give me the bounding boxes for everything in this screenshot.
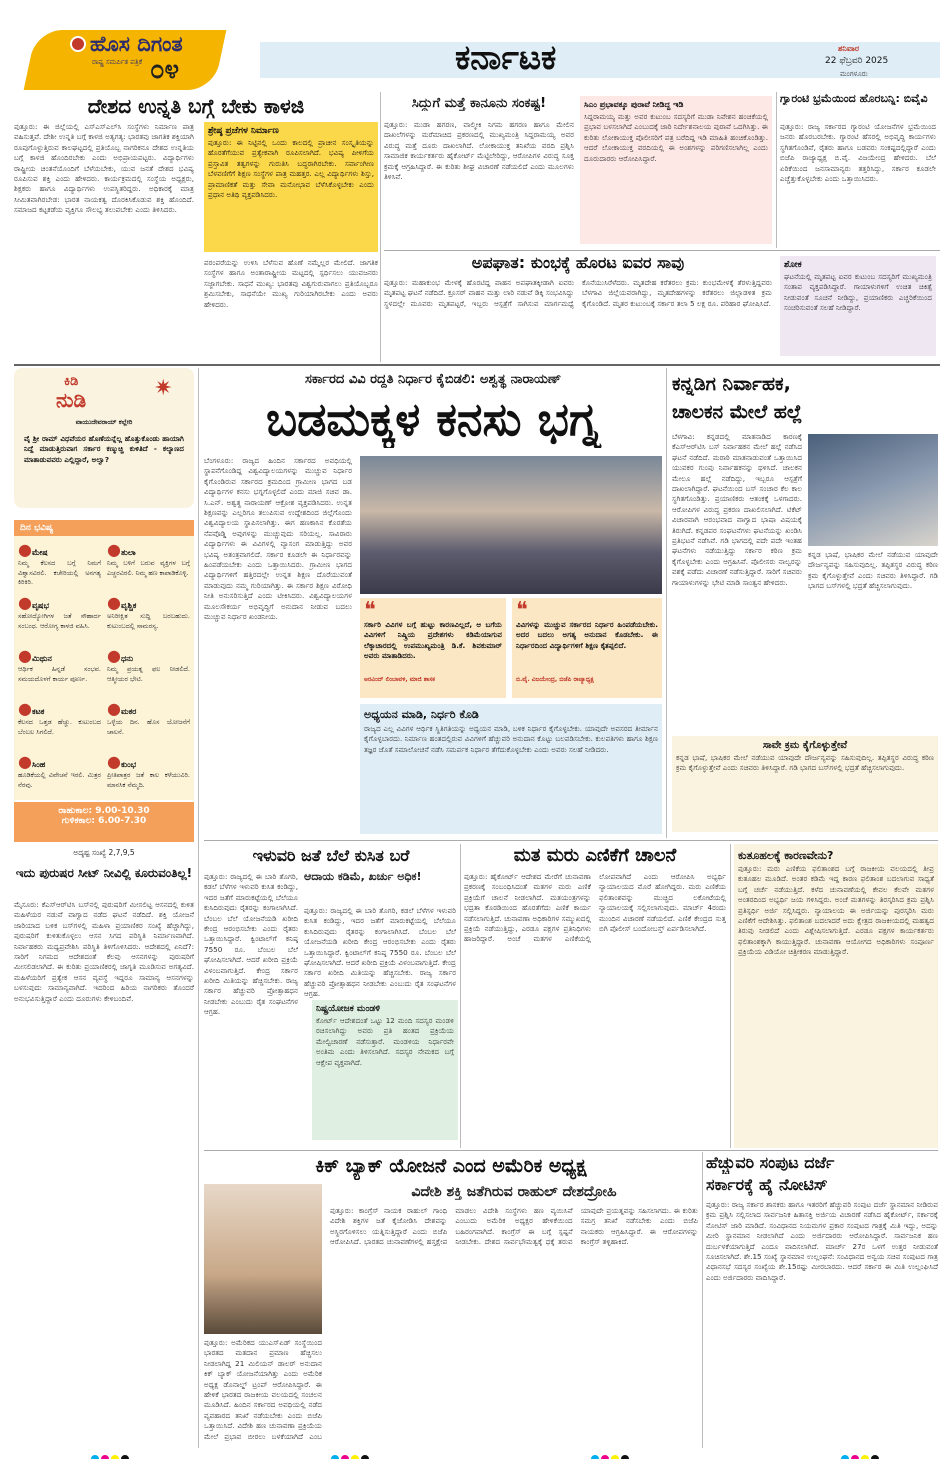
article-body: ಪುತ್ತೂರು: ಹೈಕೋರ್ಟ್ ಆದೇಶದ ಮೇರೆಗೆ ಚುನಾವಣಾ ಪ್ರಕರಣಕ್ಕೆ ಸಂಬಂಧಿಸಿದಂತೆ ಮತಗಳ ಮರು ಎಣಿಕೆ ಪ್ರಕ್ರಿಯೆಗೆ ಚಾಲನೆ ನೀಡಲಾಗಿದೆ. ಮತಯಂತ್ರಗಳನ್ನು ಭದ್ರತಾ ಕೊಠಡಿಯಿಂದ ಹೊರತೆಗೆದು ಎಣಿಕೆ ಕಾರ್ಯ ನಡೆಸಲಾಗುತ್ತಿದೆ. ಚುನಾವಣಾ ಅಧಿಕಾರಿಗಳ ಸಮ್ಮುಖದಲ್ಲಿ ಪ್ರಕ್ರಿಯೆ ನಡೆಯುತ್ತಿದ್ದು, ಎರಡೂ ಪಕ್ಷಗಳ ಪ್ರತಿನಿಧಿಗಳು ಹಾಜರಿದ್ದಾರೆ. ಅಂಚೆ ಮತಗಳ ಎಣಿಕೆಯಲ್ಲಿ ಲೋಪವಾಗಿದೆ ಎಂದು ಆರೋಪಿಸಿ ಅಭ್ಯರ್ಥಿ ನ್ಯಾಯಾಲಯದ ಮೊರೆ ಹೋಗಿದ್ದರು. ಮರು ಎಣಿಕೆಯ ಫಲಿತಾಂಶವನ್ನು ಮುಚ್ಚಿದ ಲಕೋಟೆಯಲ್ಲಿ ನ್ಯಾಯಾಲಯಕ್ಕೆ ಸಲ್ಲಿಸಲಾಗುವುದು. ಮಾರ್ಚ್ 4ರಂದು ಮುಂದಿನ ವಿಚಾರಣೆ ನಡೆಯಲಿದೆ. ಎಣಿಕೆ ಕೇಂದ್ರದ ಸುತ್ತ ಬಿಗಿ ಪೊಲೀಸ್ ಬಂದೋಬಸ್ತ್ ಏರ್ಪಡಿಸಲಾಗಿದೆ. — [464, 872, 726, 944]
article-body: ಪುತ್ತೂರು: ಮುಡಾ ಹಗರಣ, ವಾಲ್ಮೀಕಿ ನಿಗಮ ಹಗರಣ ಹಾಗೂ ಮೇಲಿನ ದಾಖಲೆಗಳನ್ನು ಮರೆಮಾಚಿದ ಪ್ರಕರಣದಲ್ಲಿ ಮುಖ್ಯಮಂತ್ರಿ ಸಿದ್ದರಾಮಯ್ಯ ಅವರ ವಿರುದ್ಧ ಮತ್ತೆ ದೂರು ದಾಖಲಾಗಿದೆ. ಲೋಕಾಯುಕ್ತ ತನಿಖೆಯ ವರದಿ ಪ್ರಶ್ನಿಸಿ ಸಾಮಾಜಿಕ ಕಾರ್ಯಕರ್ತರು ಹೈಕೋರ್ಟ್ ಮೆಟ್ಟಿಲೇರಿದ್ದು, ಆರೋಪಿಗಳ ವಿರುದ್ಧ ಸೂಕ್ತ ಕ್ರಮಕ್ಕೆ ಆಗ್ರಹಿಸಿದ್ದಾರೆ. ಈ ಕುರಿತು ಶೀಘ್ರ ವಿಚಾರಣೆ ನಡೆಯಲಿದೆ ಎಂದು ಮೂಲಗಳು ತಿಳಿಸಿವೆ. — [384, 120, 574, 182]
rashi-simha — [18, 752, 101, 800]
box-body: ಪುತ್ತೂರು: ಈ ನಿಟ್ಟಿನಲ್ಲಿ ಒಂದು ಕಾಲದಲ್ಲಿ ಪ್ರಾಚೀನ ಸಂಸ್ಕೃತಿಯನ್ನು ಹೊರತೆಗೆಯುವ ಪ್ರತ್ಯೇಕವಾಗಿ ರೂಪಿಸಲಾಗಿದೆ. ಭವಿಷ್ಯ ಪೀಳಿಗೆಯ ಪ್ರಸ್ತಾವಿತ ತತ್ವಗಳನ್ನು ಗುರುತಿಸಿ ಬದ್ಧರಾಗಿರಬೇಕು. ಸರ್ವಾಂಗೀಣ ಬೆಳವಣಿಗೆಗೆ ಶಿಕ್ಷಣ ಸಂಸ್ಥೆಗಳ ಪಾತ್ರ ಮಹತ್ತರ. ಎಲ್ಲ ವಿದ್ಯಾರ್ಥಿಗಳು ಶಿಸ್ತು, ಪ್ರಾಮಾಣಿಕತೆ ಮತ್ತು ಸೇವಾ ಮನೋಭಾವ ಬೆಳೆಸಿಕೊಳ್ಳಬೇಕು ಎಂದು ಪ್ರಧಾನ ಅತಿಥಿ ವ್ಯಕ್ತಪಡಿಸಿದರು. — [208, 138, 374, 200]
quote-mark-icon: ❝ — [516, 598, 528, 623]
rashi-text: ಕೆಲಸದ ಒತ್ತಡ ಹೆಚ್ಚು. ಕುಟುಂಬದ ಬೆಂಬಲ ಸಿಗಲಿದೆ. — [18, 718, 101, 736]
logo-emblem-icon — [70, 36, 86, 52]
article-body: ಪುತ್ತೂರು: ರಾಜ್ಯದಲ್ಲಿ ಈ ಬಾರಿ ತೊಗರಿ, ಕಡಲೆ ಬೆಳೆಗಳ ಇಳುವರಿ ಕುಸಿತ ಕಂಡಿದ್ದು, ಇದರ ಜತೆಗೆ ಮಾರುಕಟ್ಟೆಯಲ್ಲಿ ಬೆಲೆಯೂ ಕುಸಿದಿರುವುದು ರೈತರನ್ನು ಕಂಗಾಲಾಗಿಸಿದೆ. ಬೆಂಬಲ ಬೆಲೆ ಯೋಜನೆಯಡಿ ಖರೀದಿ ಕೇಂದ್ರ ಆರಂಭಿಸಬೇಕು ಎಂದು ರೈತರು ಒತ್ತಾಯಿಸಿದ್ದಾರೆ. ಕ್ವಿಂಟಾಲ್‌ಗೆ ಕನಿಷ್ಠ 7550 ರೂ. ಬೆಂಬಲ ಬೆಲೆ ಘೋಷಿಸಲಾಗಿದೆ. ಆದರೆ ಖರೀದಿ ಪ್ರಕ್ರಿಯೆ ವಿಳಂಬವಾಗುತ್ತಿದೆ. ಕೇಂದ್ರ ಸರ್ಕಾರ ಖರೀದಿ ಮಿತಿಯನ್ನು ಹೆಚ್ಚಿಸಬೇಕು. ರಾಜ್ಯ ಸರ್ಕಾರ ಹೆಚ್ಚುವರಿ ಪ್ರೋತ್ಸಾಹಧನ ನೀಡಬೇಕು ಎಂಬುದು ರೈತ ಸಂಘಟನೆಗಳ ಆಗ್ರಹ. — [204, 872, 298, 1017]
article-body: ಪುತ್ತೂರು: ಮಹಾಕುಂಭ ಮೇಳಕ್ಕೆ ಹೊರಟಿದ್ದ ವಾಹನ ಅಪಘಾತಕ್ಕೀಡಾಗಿ ಐವರು ಮೃತಪಟ್ಟ ಘಟನೆ ನಡೆದಿದೆ. ಕ್ರೂಸರ್ ವಾಹನ ಮತ್ತು ಲಾರಿ ನಡುವೆ ಡಿಕ್ಕಿ ಸಂಭವಿಸಿದ್ದು ಸ್ಥಳದಲ್ಲೇ ಮೂವರು ಮೃತಪಟ್ಟರೆ, ಇಬ್ಬರು ಆಸ್ಪತ್ರೆಗೆ ಸಾಗಿಸುವ ಮಾರ್ಗಮಧ್ಯೆ ಕೊನೆಯುಸಿರೆಳೆದರು. ಮೃತದೇಹ ಕರೆತರಲು ಕ್ರಮ: ಕುಂಭಮೇಳಕ್ಕೆ ತೆರಳುತ್ತಿದ್ದವರು ಬೆಳಗಾವಿ ಜಿಲ್ಲೆಯವರಾಗಿದ್ದು, ಮೃತದೇಹಗಳನ್ನು ಕರೆತರಲು ಜಿಲ್ಲಾಡಳಿತ ಕ್ರಮ ಕೈಗೊಂಡಿದೆ. ಮೃತರ ಕುಟುಂಬಕ್ಕೆ ಸರ್ಕಾರ ತಲಾ 5 ಲಕ್ಷ ರೂ. ಪರಿಹಾರ ಘೋಷಿಸಿದೆ. — [384, 278, 772, 308]
article-body-left: ಪುತ್ತೂರು: ಅಮೆರಿಕದ ಯುಎಸ್‌ಏಡ್ ಸಂಸ್ಥೆಯಿಂದ ಭಾರತದ ಮತದಾನ ಪ್ರಮಾಣ ಹೆಚ್ಚಿಸಲು ನೀಡಲಾಗಿದ್ದ 21 ಮಿಲಿಯನ್ ಡಾಲರ್ ಅನುದಾನ ಕಿಕ್ ಬ್ಯಾಕ್ ಯೋಜನೆಯಾಗಿತ್ತು ಎಂದು ಅಮೆರಿಕ ಅಧ್ಯಕ್ಷ ಡೊನಾಲ್ಡ್ ಟ್ರಂಪ್ ಆರೋಪಿಸಿದ್ದಾರೆ. ಈ ಹೇಳಿಕೆ ಭಾರತದ ರಾಜಕೀಯ ವಲಯದಲ್ಲಿ ಸಂಚಲನ ಮೂಡಿಸಿದೆ. ಹಿಂದಿನ ಸರ್ಕಾರದ ಅವಧಿಯಲ್ಲಿ ನಡೆದ ವ್ಯವಹಾರದ ತನಿಖೆ ನಡೆಯಬೇಕು ಎಂದು ಬಿಜೆಪಿ ಒತ್ತಾಯಿಸಿದೆ. ವಿದೇಶಿ ಹಣ ಚುನಾವಣಾ ಪ್ರಕ್ರಿಯೆಯ ಮೇಲೆ ಪ್ರಭಾವ ಬೀರಲು ಬಳಕೆಯಾಗಿದೆ ಎಂಬ — [204, 1338, 322, 1441]
lead-sidebar — [360, 704, 662, 834]
box-body: ರಾಜ್ಯದ ಎಲ್ಲ ವಿವಿಗಳ ಆರ್ಥಿಕ ಸ್ಥಿತಿಗತಿಯನ್ನು ಅಧ್ಯಯನ ಮಾಡಿ, ಬಳಿಕ ನಿರ್ಧಾರ ಕೈಗೊಳ್ಳಬೇಕು. ಯಾವುದೇ ಅವಸರದ ತೀರ್ಮಾನ ಕೈಗೊಳ್ಳಬಾರದು. ನಿರ್ಮಾಣ ಹಂತದಲ್ಲಿರುವ ವಿವಿಗಳಿಗೆ ಹೆಚ್ಚುವರಿ ಅನುದಾನ ಕೊಟ್ಟು ಬಲಪಡಿಸಬೇಕು. ಕುಲಪತಿಗಳು ಹಾಗೂ ಶಿಕ್ಷಣ ತಜ್ಞರ ಜೊತೆ ಸಮಾಲೋಚನೆ ನಡೆಸಿ ಸಮರ್ಪಕ ನಿರ್ಧಾರ ತೆಗೆದುಕೊಳ್ಳಬೇಕು ಎಂದು ಅವರು ಸಲಹೆ ನೀಡಿದರು. — [364, 724, 658, 754]
article-body: ಮೈಸೂರು: ಕೆಎಸ್‌ಆರ್‌ಟಿಸಿ ಬಸ್‌ನಲ್ಲಿ ಪುರುಷರಿಗೆ ಮೀಸಲಿಟ್ಟ ಆಸನದಲ್ಲಿ ಕುಳಿತ ಮಹಿಳೆಯರ ನಡುವೆ ವಾಗ್ವಾದ ನಡೆದ ಘಟನೆ ನಡೆದಿದೆ. ಶಕ್ತಿ ಯೋಜನೆ ಜಾರಿಯಾದ ಬಳಿಕ ಬಸ್‌ಗಳಲ್ಲಿ ಮಹಿಳಾ ಪ್ರಯಾಣಿಕರ ಸಂಖ್ಯೆ ಹೆಚ್ಚಾಗಿದ್ದು, ಪುರುಷರಿಗೆ ಕುಳಿತುಕೊಳ್ಳಲು ಆಸನ ಸಿಗದ ಪರಿಸ್ಥಿತಿ ನಿರ್ಮಾಣವಾಗಿದೆ. ನಿರ್ವಾಹಕರು ಮಧ್ಯಪ್ರವೇಶಿಸಿ ಪರಿಸ್ಥಿತಿ ತಿಳಿಗೊಳಿಸಿದರು. ಆದೇಶದಲ್ಲಿ ಏನಿದೆ?: ಸಾರಿಗೆ ನಿಗಮದ ಆದೇಶದಂತೆ ಕೆಲವು ಆಸನಗಳನ್ನು ಪುರುಷರಿಗೆ ಮೀಸಲಿಡಲಾಗಿದೆ. ಈ ಕುರಿತು ಪ್ರಯಾಣಿಕರಲ್ಲಿ ಜಾಗೃತಿ ಮೂಡಿಸುವ ಅಗತ್ಯವಿದೆ. ಮಹಿಳೆಯರಿಗೆ ಪ್ರತ್ಯೇಕ ಆಸನ ವ್ಯವಸ್ಥೆ ಇದ್ದರೂ ಸಾಮಾನ್ಯ ಆಸನಗಳನ್ನು ಬಳಸುವುದು ಸಾಮಾನ್ಯವಾಗಿದೆ. ಇದರಿಂದ ಹಿರಿಯ ನಾಗರಿಕರು ತೊಂದರೆ ಅನುಭವಿಸುತ್ತಿದ್ದಾರೆ ಎಂದು ದೂರುಗಳು ಕೇಳಿಬಂದಿವೆ. — [14, 900, 194, 1003]
article-headline: ಸಿದ್ದುಗೆ ಮತ್ತೆ ಕಾನೂನು ಸಂಕಷ್ಟ! — [411, 96, 547, 111]
issue-day: ಶನಿವಾರ — [838, 44, 860, 53]
kidi-title: ಕಿಡಿ — [64, 374, 79, 389]
rashi-name: ಸಿಂಹ — [31, 760, 46, 769]
quote-byline: ಬಿ.ವೈ. ವಿಜಯೇಂದ್ರ, ಬಿಜೆಪಿ ರಾಜ್ಯಾಧ್ಯಕ್ಷ — [516, 676, 594, 683]
article-body-continued: ಕನ್ನಡ ಭಾಷೆ, ಭಾಷಿಕರ ಮೇಲೆ ನಡೆಯುವ ಯಾವುದೇ ದೌರ್ಜನ್ಯವನ್ನು ಸಹಿಸುವುದಿಲ್ಲ. ತಪ್ಪಿತಸ್ಥರ ವಿರುದ್ಧ ಕಠಿಣ ಕ್ರಮ ಕೈಗೊಳ್ಳುತ್ತೇವೆ ಎಂದು ಸಚಿವರು ತಿಳಿಸಿದ್ದಾರೆ. ಗಡಿ ಭಾಗದ ಬಸ್‌ಗಳಲ್ಲಿ ಭದ್ರತೆ ಹೆಚ್ಚಿಸಲಾಗುವುದು. — [808, 550, 938, 591]
article-accident — [384, 252, 772, 362]
board-box — [312, 1000, 458, 1140]
article-body: ಪುತ್ತೂರು: ರಾಜ್ಯ ಸರ್ಕಾರದ ಗ್ಯಾರಂಟಿ ಯೋಜನೆಗಳ ಭ್ರಮೆಯಿಂದ ಜನರು ಹೊರಬರಬೇಕು. ಗ್ಯಾರಂಟಿ ಹೆಸರಲ್ಲಿ ಅಭಿವೃದ್ಧಿ ಕಾರ್ಯಗಳು ಸ್ಥಗಿತಗೊಂಡಿವೆ, ರೈತರು ಹಾಗೂ ಬಡವರು ಸಂಕಷ್ಟದಲ್ಲಿದ್ದಾರೆ ಎಂದು ಬಿಜೆಪಿ ರಾಜ್ಯಾಧ್ಯಕ್ಷ ಬಿ.ವೈ. ವಿಜಯೇಂದ್ರ ಹೇಳಿದರು. ಬೆಲೆ ಏರಿಕೆಯಿಂದ ಜನಸಾಮಾನ್ಯರು ತತ್ತರಿಸಿದ್ದು, ಸರ್ಕಾರ ಕೂಡಲೇ ಎಚ್ಚೆತ್ತುಕೊಳ್ಳಬೇಕು ಎಂದು ಒತ್ತಾಯಿಸಿದರು. — [780, 122, 936, 184]
article-headline: ಇದು ಪುರುಷರ ಸೀಟ್ ನೀವಿಲ್ಲಿ ಕೂರುವಂತಿಲ್ಲ! — [15, 866, 193, 880]
box-body: ಕೋರ್ಟ್ ಆದೇಶದಂತೆ ಒಟ್ಟು 12 ಮಂದಿ ಸದಸ್ಯರ ಮಂಡಳಿ ರಚಿಸಲಾಗಿದ್ದು ಅವರು ಪ್ರತಿ ಹಂತದ ಪ್ರಕ್ರಿಯೆಯ ಮೇಲ್ವಿಚಾರಣೆ ನಡೆಸುತ್ತಾರೆ. ಮಂಡಳಿಯ ನಿರ್ಧಾರವೇ ಅಂತಿಮ ಎಂದು ತಿಳಿಸಲಾಗಿದೆ. ಸದಸ್ಯರ ನೇಮಕದ ಬಗ್ಗೆ ಆಕ್ಷೇಪ ವ್ಯಕ್ತವಾಗಿದೆ. — [316, 1016, 454, 1067]
article-kickback — [204, 1152, 698, 1448]
box-title: ನಿಷ್ಪ್ರಯೋಜಕ ಮಂಡಳಿ — [316, 1004, 381, 1014]
quote-block-2 — [512, 598, 662, 698]
rashi-text: ನಿಮ್ಮ ಕೆಲಸದ ಬಗ್ಗೆ ನಿಮಗೆ ವಿಶ್ವಾಸವಿರಲಿ. ಕಚೇರಿಯಲ್ಲಿ ಅನಗತ್ಯ ಕಿರಿಕಿರಿ. — [18, 559, 101, 586]
box-title: ಸಿಎಂ ಪ್ರಭಾವಕ್ಕೂ ಪುರಾವೆ ನೀಡಿದ್ದ ಇಡಿ — [584, 100, 684, 109]
box-title: ಶೋಕ — [784, 260, 802, 270]
rahukala-box — [14, 802, 194, 842]
rashi-name: ವೃಷಭ — [31, 601, 49, 610]
highlight-box — [204, 122, 378, 252]
logo-tagline: ರಾಷ್ಟ್ರ ಸಮರ್ಪಿತ ಪತ್ರಿಕೆ — [92, 58, 143, 66]
horoscope-grid — [14, 536, 194, 800]
logo-text: ಹೊಸ ದಿಗಂತ — [90, 32, 183, 56]
rashi-text: ಅನಿರೀಕ್ಷಿತ ಸುದ್ದಿ ಬರಬಹುದು. ಕುಟುಂಬದಲ್ಲಿ ಸಾಮರಸ್ಯ. — [107, 612, 190, 630]
section-title: ಕರ್ನಾಟಕ — [455, 38, 557, 78]
article-headline: ಇಳುವರಿ ಜತೆ ಬೆಲೆ ಕುಸಿತ ಬರೆ — [252, 846, 410, 865]
article-headline-line2: ಸರ್ಕಾರಕ್ಕೆ ಹೈ ನೋಟಿಸ್ — [706, 1175, 828, 1194]
rashi-icon: ● — [18, 646, 32, 665]
lead-headline: ಬಡಮಕ್ಕಳ ಕನಸು ಭಗ್ನ — [265, 392, 601, 446]
article-headline: ದೇಶದ ಉನ್ನತಿ ಬಗ್ಗೆ ಬೇಕು ಕಾಳಜಿ — [87, 94, 305, 118]
rashi-text: ಸಹೋದ್ಯೋಗಿಗಳ ಜತೆ ಸೌಹಾರ್ದ ಸಂಬಂಧ. ಆರೋಗ್ಯ ಕಾಳಜಿ ವಹಿಸಿ. — [18, 612, 101, 630]
issue-city: ಮಂಗಳೂರು — [840, 70, 868, 78]
article-curiosity — [734, 844, 938, 1148]
gulika-text: ಗುಳಿಕಕಾಲ: 6.00-7.30 — [61, 816, 147, 826]
rashi-text: ಒಳ್ಳೆಯ ದಿನ. ಹೊಸ ಯೋಜನೆಗೆ ಚಾಲನೆ. — [107, 718, 190, 736]
box-title: ಸಾವೇ ಕ್ರಮ ಕೈಗೊಳ್ಳುತ್ತೇವೆ — [762, 740, 848, 751]
highlight-box — [672, 736, 938, 832]
rashi-text: ನಿಮ್ಮ ಬಳಿಗೆ ಬರುವ ವ್ಯಕ್ತಿಗಳ ಬಗ್ಗೆ ಎಚ್ಚರವಿರಲಿ. ನಿಮ್ಮ ಹಣ ಕಾಪಾಡಿಕೊಳ್ಳಿ. — [107, 559, 190, 577]
article-headline: ಮತ ಮರು ಎಣಿಕೆಗೆ ಚಾಲನೆ — [513, 845, 677, 866]
rashi-icon: ● — [18, 699, 32, 718]
rashi-name: ಕುಂಭ — [120, 760, 137, 769]
quote-byline: ಅರವಿಂದ್ ಲಿಂಬಾವಳಿ, ಮಾಜಿ ಶಾಸಕ — [364, 676, 435, 683]
article-body: ಬೆಳಗಾವಿ: ಕನ್ನಡದಲ್ಲಿ ಮಾತನಾಡಿದ ಕಾರಣಕ್ಕೆ ಕೆಎಸ್‌ಆರ್‌ಟಿಸಿ ಬಸ್ ನಿರ್ವಾಹಕನ ಮೇಲೆ ಹಲ್ಲೆ ನಡೆಸಿದ ಘಟನೆ ನಡೆದಿದೆ. ಮರಾಠಿ ಮಾತನಾಡುವಂತೆ ಒತ್ತಾಯಿಸಿದ ಯುವಕರ ಗುಂಪು ನಿರ್ವಾಹಕನನ್ನು ಥಳಿಸಿದೆ. ಚಾಲಕನ ಮೇಲೂ ಹಲ್ಲೆ ನಡೆದಿದ್ದು, ಇಬ್ಬರೂ ಆಸ್ಪತ್ರೆಗೆ ದಾಖಲಾಗಿದ್ದಾರೆ. ಘಟನೆಯಿಂದ ಬಸ್ ಸಂಚಾರ ಕೆಲ ಕಾಲ ಸ್ಥಗಿತಗೊಂಡಿತ್ತು. ಪ್ರಯಾಣಿಕರು ಆತಂಕಕ್ಕೆ ಒಳಗಾದರು. ಆರೋಪಿಗಳ ವಿರುದ್ಧ ಪ್ರಕರಣ ದಾಖಲಿಸಲಾಗಿದೆ. ಟಿಕೆಟ್ ವಿಚಾರವಾಗಿ ಆರಂಭವಾದ ವಾಗ್ವಾದ ಭಾಷಾ ವಿಷಯಕ್ಕೆ ತಿರುಗಿದೆ. ಕನ್ನಡಪರ ಸಂಘಟನೆಗಳು ಘಟನೆಯನ್ನು ಖಂಡಿಸಿ ಪ್ರತಿಭಟನೆ ನಡೆಸಿವೆ. ಗಡಿ ಭಾಗದಲ್ಲಿ ಪದೇ ಪದೇ ಇಂತಹ ಘಟನೆಗಳು ನಡೆಯುತ್ತಿದ್ದು ಸರ್ಕಾರ ಕಠಿಣ ಕ್ರಮ ಕೈಗೊಳ್ಳಬೇಕು ಎಂದು ಆಗ್ರಹಿಸಿವೆ. ಪೊಲೀಸರು ನಾಲ್ವರನ್ನು ವಶಕ್ಕೆ ಪಡೆದು ವಿಚಾರಣೆ ನಡೆಸುತ್ತಿದ್ದಾರೆ. ಸಾರಿಗೆ ಸಚಿವರು ಗಾಯಾಳುಗಳನ್ನು ಭೇಟಿ ಮಾಡಿ ಸಾಂತ್ವನ ಹೇಳಿದರು. — [672, 432, 802, 587]
rashi-mithuna — [18, 646, 101, 696]
rashi-icon: ● — [18, 540, 32, 559]
quote-text: ವಿವಿಗಳನ್ನು ಮುಚ್ಚುವ ಸರ್ಕಾರದ ನಿರ್ಧಾರ ಹಿಂಪಡೆಯಬೇಕು. ಅದರ ಬದಲು ಅಗತ್ಯ ಅನುದಾನ ಕೊಡಬೇಕು. ಈ ನಿರ್ಧಾರದಿಂದ ವಿದ್ಯಾರ್ಥಿಗಳಿಗೆ ಶಿಕ್ಷಣ ಕೈತಪ್ಪಲಿದೆ. — [516, 620, 658, 650]
box-body: ಕನ್ನಡ ಭಾಷೆ, ಭಾಷಿಕರ ಮೇಲೆ ನಡೆಯುವ ಯಾವುದೇ ದೌರ್ಜನ್ಯವನ್ನು ಸಹಿಸುವುದಿಲ್ಲ. ತಪ್ಪಿತಸ್ಥರ ವಿರುದ್ಧ ಕಠಿಣ ಕ್ರಮ ಕೈಗೊಳ್ಳುತ್ತೇವೆ ಎಂದು ಸಚಿವರು ತಿಳಿಸಿದ್ದಾರೆ. ಗಡಿ ಭಾಗದ ಬಸ್‌ಗಳಲ್ಲಿ ಭದ್ರತೆ ಹೆಚ್ಚಿಸಲಾಗುವುದು. — [676, 753, 934, 773]
article-headline-line2: ಚಾಲಕನ ಮೇಲೆ ಹಲ್ಲೆ — [672, 401, 803, 423]
nudi-byline: ವಾಯುದೇವರಾಯ್ ಕಲ್ಲೇರಿ — [75, 418, 133, 426]
horoscope-title: ದಿನ ಭವಿಷ್ಯ — [14, 520, 194, 536]
page-number: ೦೪ — [150, 55, 180, 85]
article-photo[interactable] — [204, 1184, 322, 1334]
rashi-icon: ● — [107, 699, 121, 718]
rashi-tula — [107, 540, 190, 590]
highlight-box — [580, 96, 772, 244]
box-body: ಘಟನೆಯಲ್ಲಿ ಮೃತಪಟ್ಟ ಐವರ ಕುಟುಂಬ ಸದಸ್ಯರಿಗೆ ಮುಖ್ಯಮಂತ್ರಿ ಸಂತಾಪ ವ್ಯಕ್ತಪಡಿಸಿದ್ದಾರೆ. ಗಾಯಾಳುಗಳಿಗೆ ಉಚಿತ ಚಿಕಿತ್ಸೆ ನೀಡುವಂತೆ ಸೂಚನೆ ನೀಡಿದ್ದು, ಪ್ರಯಾಣಿಕರು ಎಚ್ಚರಿಕೆಯಿಂದ ಸಂಚರಿಸುವಂತೆ ಸಲಹೆ ನೀಡಿದ್ದಾರೆ. — [784, 272, 932, 313]
article-cabinet-notice — [706, 1152, 938, 1448]
rashi-kataka — [18, 699, 101, 749]
rashi-name: ವೃಶ್ಚಿಕ — [120, 601, 137, 610]
article-guarantee — [780, 92, 936, 248]
article-body: ಪುತ್ತೂರು: ಈ ಜಿಲ್ಲೆಯಲ್ಲಿ ಎಸ್‌ಎಸ್‌ಎಲ್‌ಸಿ ಸಂಸ್ಥೆಗಳು ನಿರ್ಮಾಣ ಪಾತ್ರ ವಹಿಸುತ್ತವೆ. ದೇಶೀ ಉನ್ನತಿ ಬಗ್ಗೆ ಕಾಳಜಿ ಅತ್ಯಗತ್ಯ: ಭಾರತವು ಜಾಗತಿಕ ಶಕ್ತಿಯಾಗಿ ರೂಪುಗೊಳ್ಳುತ್ತಿರುವ ಕಾಲಘಟ್ಟದಲ್ಲಿ ಪ್ರತಿಯೊಬ್ಬ ನಾಗರಿಕನೂ ದೇಶದ ಉನ್ನತಿಯ ಬಗ್ಗೆ ಕಾಳಜಿ ಹೊಂದಿರಬೇಕು ಎಂದು ಅಭಿಪ್ರಾಯಪಟ್ಟರು. ವಿದ್ಯಾರ್ಥಿಗಳು ರಾಷ್ಟ್ರೀಯ ಚಿಂತನೆಯೊಂದಿಗೆ ಬೆಳೆಯಬೇಕು, ಯುವ ಜನತೆ ದೇಶದ ಭವಿಷ್ಯ ರೂಪಿಸುವ ಶಕ್ತಿ ಎಂದು ಹೇಳಿದರು. ಕಾರ್ಯಕ್ರಮದಲ್ಲಿ ಸಂಸ್ಥೆಯ ಅಧ್ಯಕ್ಷರು, ಶಿಕ್ಷಕರು ಹಾಗೂ ವಿದ್ಯಾರ್ಥಿಗಳು ಉಪಸ್ಥಿತರಿದ್ದರು. ಅಧಿಕಾರಕ್ಕೆ ಮಾತ್ರ ಸೀಮಿತವಾಗಿರಬೇಡ: ಭಾರತ ನಾಯಕತ್ವ ದೊರಕಿಸಿಕೊಡುವ ಶಕ್ತಿ ಹೊಂದಿದೆ. ಸಮಾಜದ ಕಟ್ಟಕಡೆಯ ವ್ಯಕ್ತಿಗೂ ಸೌಲಭ್ಯ ತಲುಪಬೇಕು ಎಂದು ತಿಳಿಸಿದರು. — [14, 122, 194, 215]
nudi-title: ನುಡಿ — [56, 388, 87, 412]
rahukala-text: ರಾಹುಕಾಲ: 9.00-10.30 — [58, 806, 150, 816]
issue-date: 22 ಫೆಬ್ರವರಿ 2025 — [825, 56, 889, 66]
article-headline-line1: ಹೆಚ್ಚುವರಿ ಸಂಪುಟ ದರ್ಜೆ — [706, 1153, 835, 1172]
article-body: ಪುತ್ತೂರು: ರಾಜ್ಯ ಸರ್ಕಾರ ಶಾಸಕರು ಹಾಗೂ ಇತರರಿಗೆ ಹೆಚ್ಚುವರಿ ಸಂಪುಟ ದರ್ಜೆ ಸ್ಥಾನಮಾನ ನೀಡಿರುವ ಕ್ರಮ ಪ್ರಶ್ನಿಸಿ ಸಲ್ಲಿಸಲಾದ ಸಾರ್ವಜನಿಕ ಹಿತಾಸಕ್ತಿ ಅರ್ಜಿಯ ವಿಚಾರಣೆ ನಡೆಸಿದ ಹೈಕೋರ್ಟ್, ಸರ್ಕಾರಕ್ಕೆ ನೋಟಿಸ್ ಜಾರಿ ಮಾಡಿದೆ. ಸಂವಿಧಾನದ ನಿಯಮಗಳ ಪ್ರಕಾರ ಸಂಪುಟದ ಗಾತ್ರಕ್ಕೆ ಮಿತಿ ಇದ್ದು, ಅದನ್ನು ಮೀರಿ ಸ್ಥಾನಮಾನ ನೀಡಲಾಗಿದೆ ಎಂದು ಅರ್ಜಿದಾರರು ಆರೋಪಿಸಿದ್ದಾರೆ. ಸಾರ್ವಜನಿಕ ಹಣ ದುರ್ಬಳಕೆಯಾಗುತ್ತಿದೆ ಎಂದೂ ವಾದಿಸಲಾಗಿದೆ. ಮಾರ್ಚ್ 27ರ ಒಳಗೆ ಉತ್ತರ ನೀಡುವಂತೆ ಸೂಚಿಸಲಾಗಿದೆ. ಶೇ.15 ಸಂಖ್ಯೆ ಸ್ಥಾನಮಾನ ಉಲ್ಲಂಘನೆ: ಸಂವಿಧಾನದ ಅನ್ವಯ ಸಚಿವ ಸಂಪುಟದ ಗಾತ್ರ ವಿಧಾನಸಭೆ ಸದಸ್ಯರ ಸಂಖ್ಯೆಯ ಶೇ.15ರಷ್ಟು ಮೀರಬಾರದು. ಆದರೆ ಸರ್ಕಾರ ಈ ಮಿತಿ ಉಲ್ಲಂಘಿಸಿದೆ ಎಂದು ಅರ್ಜಿದಾರರು ವಾದಿಸಿದ್ದಾರೆ. — [706, 1200, 938, 1282]
rashi-text: ಹೂಡಿಕೆಯಲ್ಲಿ ವಿವೇಚನೆ ಇರಲಿ. ಮಿತ್ರರ ನೆರವು. — [18, 771, 101, 789]
print-registration-marks — [0, 1446, 945, 1459]
article-headline: ಗ್ಯಾರಂಟಿ ಭ್ರಮೆಯಿಂದ ಹೊರಬನ್ನಿ: ಬಿವೈವಿ — [780, 92, 928, 105]
article-body-continued: ಪರಂಪರೆಯನ್ನು ಉಳಿಸಿ ಬೆಳೆಸುವ ಹೊಣೆ ನಮ್ಮೆಲ್ಲರ ಮೇಲಿದೆ. ಜಾಗತಿಕ ಸಂಸ್ಥೆಗಳ ಹಾಗೂ ಅಂತಾರಾಷ್ಟ್ರೀಯ ಮಟ್ಟದಲ್ಲಿ ಸ್ಪರ್ಧಿಸಲು ಯುವಜನರು ಸಜ್ಜಾಗಬೇಕು. ಸಾಧನೆ ಮುಖ್ಯ: ಭಾರತವು ವಿಶ್ವಗುರುವಾಗಲು ಪ್ರತಿಯೊಬ್ಬರೂ ಶ್ರಮಿಸಬೇಕು, ಸಾಧನೆಯೇ ಮುಖ್ಯ ಗುರಿಯಾಗಿರಬೇಕು ಎಂದು ಅವರು ಹೇಳಿದರು. — [204, 258, 378, 309]
quote-mark-icon: ❝ — [364, 598, 376, 623]
rashi-icon: ● — [18, 593, 32, 612]
spark-icon: ✷ — [154, 376, 173, 401]
rashi-name: ಕಟಕ — [31, 707, 45, 716]
quote-text: ಸರ್ಕಾರಿ ವಿವಿಗಳ ಬಗ್ಗೆ ಹುಟ್ಟು ಕಾರಣವಿಲ್ಲದೆ, ಆ ಬಗೆಯ ವಿವಿಗಳಿಗೆ ನಿಷ್ಕ್ರಿಯ ಪ್ರದೇಶಗಳು ಕಡಿಮೆಯಾಗುವ ಲೆಕ್ಕಾಚಾರದಲ್ಲಿ ಉಪಮುಖ್ಯಮಂತ್ರಿ ಡಿ.ಕೆ. ಶಿವಕುಮಾರ್ ಅವರು ಮಾತಾಡಿದರು. — [364, 620, 502, 661]
rashi-text: ಪ್ರೀತಿಪಾತ್ರರ ಜತೆ ಕಾಲ ಕಳೆಯುವಿರಿ. ಮಾನಸಿಕ ನೆಮ್ಮದಿ. — [107, 771, 190, 789]
masthead — [0, 0, 945, 92]
article-body-continued: ಪುತ್ತೂರು: ರಾಜ್ಯದಲ್ಲಿ ಈ ಬಾರಿ ತೊಗರಿ, ಕಡಲೆ ಬೆಳೆಗಳ ಇಳುವರಿ ಕುಸಿತ ಕಂಡಿದ್ದು, ಇದರ ಜತೆಗೆ ಮಾರುಕಟ್ಟೆಯಲ್ಲಿ ಬೆಲೆಯೂ ಕುಸಿದಿರುವುದು ರೈತರನ್ನು ಕಂಗಾಲಾಗಿಸಿದೆ. ಬೆಂಬಲ ಬೆಲೆ ಯೋಜನೆಯಡಿ ಖರೀದಿ ಕೇಂದ್ರ ಆರಂಭಿಸಬೇಕು ಎಂದು ರೈತರು ಒತ್ತಾಯಿಸಿದ್ದಾರೆ. ಕ್ವಿಂಟಾಲ್‌ಗೆ ಕನಿಷ್ಠ 7550 ರೂ. ಬೆಂಬಲ ಬೆಲೆ ಘೋಷಿಸಲಾಗಿದೆ. ಆದರೆ ಖರೀದಿ ಪ್ರಕ್ರಿಯೆ ವಿಳಂಬವಾಗುತ್ತಿದೆ. ಕೇಂದ್ರ ಸರ್ಕಾರ ಖರೀದಿ ಮಿತಿಯನ್ನು ಹೆಚ್ಚಿಸಬೇಕು. ರಾಜ್ಯ ಸರ್ಕಾರ ಹೆಚ್ಚುವರಿ ಪ್ರೋತ್ಸಾಹಧನ ನೀಡಬೇಕು ಎಂಬುದು ರೈತ ಸಂಘಟನೆಗಳ ಆಗ್ರಹ. — [304, 906, 456, 999]
rashi-icon: ● — [107, 752, 121, 771]
rashi-text: ಆರ್ಥಿಕ ಹಿನ್ನಡೆ ಸಂಭವ. ಸಮಯದೊಳಗೆ ಕಾರ್ಯ ಪೂರ್ಣ. — [18, 665, 101, 683]
rashi-mesha — [18, 540, 101, 590]
box-title: ಶ್ರೇಷ್ಠ ಪ್ರಜೆಗಳ ನಿರ್ಮಾಣ — [208, 126, 279, 136]
rashi-vrishchika — [107, 593, 190, 643]
article-subheading: ವಿದೇಶಿ ಶಕ್ತಿ ಜತೆಗಿರುವ ರಾಹುಲ್ ದೇಶದ್ರೋಹಿ — [411, 1184, 617, 1200]
article-recount — [464, 844, 726, 1148]
lead-kicker: ಸರ್ಕಾರದ ವಿವಿ ರದ್ದತಿ ನಿರ್ಧಾರ ಕೈಬಿಡಲಿ: ಅಶ್ವತ್ಥ ನಾರಾಯಣ್ — [304, 372, 562, 387]
article-men-seat — [14, 866, 194, 1326]
rashi-name: ಮಕರ — [120, 707, 137, 716]
rashi-text: ನಿಮ್ಮ ಪ್ರಯತ್ನ ಫಲ ನೀಡಲಿದೆ. ಆತ್ಮೀಯರ ಭೇಟಿ. — [107, 665, 190, 683]
kidi-nudi-box — [14, 368, 194, 508]
quote-block-1 — [360, 598, 506, 698]
article-headline: ಕುತೂಹಲಕ್ಕೆ ಕಾರಣವೇನು? — [738, 849, 834, 862]
rashi-vrishabha — [18, 593, 101, 643]
rashi-name: ಧನು — [120, 654, 134, 663]
lead-story — [204, 370, 662, 838]
article-headline: ಅಪಘಾತ: ಕುಂಭಕ್ಕೆ ಹೊರಟ ಐವರ ಸಾವು — [471, 253, 685, 272]
rashi-makara — [107, 699, 190, 749]
rashi-name: ತುಲಾ — [120, 548, 136, 557]
lead-photo[interactable] — [360, 456, 662, 594]
article-headline-line1: ಕನ್ನಡಿಗ ನಿರ್ವಾಹಕ, — [672, 373, 791, 395]
box-body: ಸಿದ್ದರಾಮಯ್ಯ ಮತ್ತು ಅವರ ಕುಟುಂಬ ಸದಸ್ಯರಿಗೆ ಮುಡಾ ನಿವೇಶನ ಹಂಚಿಕೆಯಲ್ಲಿ ಪ್ರಭಾವ ಬಳಸಲಾಗಿದೆ ಎಂಬುದಕ್ಕೆ ಜಾರಿ ನಿರ್ದೇಶನಾಲಯ ಪುರಾವೆ ಒದಗಿಸಿತ್ತು. ಈ ಕುರಿತು ಲೋಕಾಯುಕ್ತ ಪೊಲೀಸರಿಗೆ ಪತ್ರ ಬರೆದಿದ್ದ ಇಡಿ ಮಾಹಿತಿ ಹಂಚಿಕೊಂಡಿತ್ತು. ಆದರೆ ಲೋಕಾಯುಕ್ತ ವರದಿಯಲ್ಲಿ ಈ ಅಂಶಗಳನ್ನು ಪರಿಗಣಿಸಲಾಗಿಲ್ಲ ಎಂದು ದೂರುದಾರರು ಆರೋಪಿಸಿದ್ದಾರೆ. — [584, 112, 768, 163]
rashi-icon: ● — [107, 593, 121, 612]
article-conductor-assault — [672, 370, 938, 836]
rashi-icon: ● — [18, 752, 32, 771]
article-subheading: ಆದಾಯ ಕಡಿಮೆ, ಖರ್ಚು ಅಧಿಕ! — [304, 870, 422, 883]
article-headline: ಕಿಕ್ ಬ್ಯಾಕ್ ಯೋಜನೆ ಎಂದ ಅಮೆರಿಕ ಅಧ್ಯಕ್ಷ — [315, 1155, 587, 1177]
nudi-body: ವೈ ಶ್ರೀ ರಾಮ್ ವಿಧವೆಯರ ಹೊಣೆಯನ್ನೆಲ್ಲ ಹೊತ್ತುಕೊಂಡು ಹಾಯಾಗಿ ನಿದ್ದೆ ಮಾಡುತ್ತಿರುವಾಗ ಸರ್ಕಾರ ಕಣ್ಮುಚ್ಚಿ ಕುಳಿತಿದೆ - ಕಲ್ಯಾಣದ ಮಾತಾಡುವವರು ಎಲ್ಲಿದ್ದಾರೆ, ಅಲ್ವಾ? — [24, 434, 184, 464]
condolence-box — [780, 256, 936, 356]
article-body: ಪುತ್ತೂರು: ಮರು ಎಣಿಕೆಯ ಫಲಿತಾಂಶದ ಬಗ್ಗೆ ರಾಜಕೀಯ ವಲಯದಲ್ಲಿ ತೀವ್ರ ಕುತೂಹಲ ಮೂಡಿದೆ. ಅಂತರ ಕಡಿಮೆ ಇದ್ದ ಕಾರಣ ಫಲಿತಾಂಶ ಬದಲಾಗುವ ಸಾಧ್ಯತೆ ಬಗ್ಗೆ ಚರ್ಚೆ ನಡೆಯುತ್ತಿದೆ. ಕಳೆದ ಚುನಾವಣೆಯಲ್ಲಿ ಕೇವಲ ಕೆಲವೇ ಮತಗಳ ಅಂತರದಿಂದ ಅಭ್ಯರ್ಥಿ ಜಯ ಗಳಿಸಿದ್ದರು. ಅಂಚೆ ಮತಗಳನ್ನು ತಿರಸ್ಕರಿಸಿದ ಕ್ರಮ ಪ್ರಶ್ನಿಸಿ ಪ್ರತಿಸ್ಪರ್ಧಿ ಅರ್ಜಿ ಸಲ್ಲಿಸಿದ್ದರು. ನ್ಯಾಯಾಲಯ ಈ ಅರ್ಜಿಯನ್ನು ಪುರಸ್ಕರಿಸಿ ಮರು ಎಣಿಕೆಗೆ ಆದೇಶಿಸಿತ್ತು. ಫಲಿತಾಂಶ ಬದಲಾದರೆ ಅದು ಕ್ಷೇತ್ರದ ರಾಜಕೀಯದಲ್ಲಿ ಮಹತ್ವದ ತಿರುವು ನೀಡಲಿದೆ ಎಂದು ವಿಶ್ಲೇಷಿಸಲಾಗುತ್ತಿದೆ. ಎರಡೂ ಪಕ್ಷಗಳ ಕಾರ್ಯಕರ್ತರು ಫಲಿತಾಂಶಕ್ಕಾಗಿ ಕಾಯುತ್ತಿದ್ದಾರೆ. ಚುನಾವಣಾ ಆಯೋಗದ ಅಧಿಕಾರಿಗಳು ಸಂಪೂರ್ಣ ಪ್ರಕ್ರಿಯೆಯ ವಿಡಿಯೋ ಚಿತ್ರೀಕರಣ ಮಾಡುತ್ತಿದ್ದಾರೆ. — [738, 864, 934, 957]
article-photo[interactable] — [808, 434, 938, 546]
lucky-number: ಅದೃಷ್ಟ ಸಂಖ್ಯೆ 2,7,9,5 — [73, 848, 135, 857]
horoscope-box — [14, 520, 194, 800]
rashi-kumbha — [107, 752, 190, 800]
lead-body: ಬೆಂಗಳೂರು: ರಾಜ್ಯದ ಹಿಂದಿನ ಸರ್ಕಾರದ ಅವಧಿಯಲ್ಲಿ ಸ್ಥಾಪನೆಗೊಂಡಿದ್ದ ವಿಶ್ವವಿದ್ಯಾಲಯಗಳನ್ನು ಮುಚ್ಚುವ ನಿರ್ಧಾರ ಕೈಗೊಂಡಿರುವ ಸರ್ಕಾರದ ಕ್ರಮದಿಂದ ಗ್ರಾಮೀಣ ಭಾಗದ ಬಡ ವಿದ್ಯಾರ್ಥಿಗಳ ಕನಸು ಭಗ್ನಗೊಳ್ಳಲಿದೆ ಎಂದು ಮಾಜಿ ಸಚಿವ ಡಾ. ಸಿ.ಎನ್. ಅಶ್ವತ್ಥ ನಾರಾಯಣ್ ಆಕ್ರೋಶ ವ್ಯಕ್ತಪಡಿಸಿದರು. ಉನ್ನತ ಶಿಕ್ಷಣವನ್ನು ಎಲ್ಲರಿಗೂ ತಲುಪಿಸುವ ಉದ್ದೇಶದಿಂದ ಜಿಲ್ಲೆಗೊಂದು ವಿಶ್ವವಿದ್ಯಾಲಯ ಸ್ಥಾಪಿಸಲಾಗಿತ್ತು. ಈಗ ಹಣಕಾಸಿನ ಕೊರತೆಯ ನೆಪವೊಡ್ಡಿ ಅವುಗಳನ್ನು ಮುಚ್ಚುವುದು ಸರಿಯಲ್ಲ. ಸಾವಿರಾರು ವಿದ್ಯಾರ್ಥಿಗಳು ಈ ವಿವಿಗಳಲ್ಲಿ ವ್ಯಾಸಂಗ ಮಾಡುತ್ತಿದ್ದು ಅವರ ಭವಿಷ್ಯ ಅತಂತ್ರವಾಗಲಿದೆ. ಸರ್ಕಾರ ಕೂಡಲೇ ಈ ನಿರ್ಧಾರವನ್ನು ಹಿಂಪಡೆಯಬೇಕು ಎಂದು ಒತ್ತಾಯಿಸಿದರು. ಗ್ರಾಮೀಣ ಭಾಗದ ವಿದ್ಯಾರ್ಥಿಗಳಿಗೆ ಹತ್ತಿರದಲ್ಲೇ ಉನ್ನತ ಶಿಕ್ಷಣ ದೊರೆಯುವಂತೆ ಮಾಡುವುದು ನಮ್ಮ ಗುರಿಯಾಗಿತ್ತು. ಈ ಸರ್ಕಾರ ಶಿಕ್ಷಣ ವಿರೋಧಿ ನೀತಿ ಅನುಸರಿಸುತ್ತಿದೆ ಎಂದು ಟೀಕಿಸಿದರು. ವಿಶ್ವವಿದ್ಯಾಲಯಗಳ ಮೂಲಸೌಕರ್ಯ ಅಭಿವೃದ್ಧಿಗೆ ಅನುದಾನ ನೀಡುವ ಬದಲು ಮುಚ್ಚುವ ನಿರ್ಧಾರ ಖಂಡನೀಯ. — [204, 456, 352, 622]
rashi-icon: ● — [107, 540, 121, 559]
article-national-progress — [14, 92, 378, 362]
article-cm-legal — [384, 92, 774, 248]
rashi-dhanu — [107, 646, 190, 696]
box-title: ಅಧ್ಯಯನ ಮಾಡಿ, ನಿರ್ಧರಿ ಕೊಡಿ — [364, 708, 479, 721]
article-body-right: ಪುತ್ತೂರು: ಕಾಂಗ್ರೆಸ್ ನಾಯಕ ರಾಹುಲ್ ಗಾಂಧಿ ವಿದೇಶಿ ಶಕ್ತಿಗಳ ಜತೆ ಕೈಜೋಡಿಸಿ ದೇಶವನ್ನು ಅಸ್ಥಿರಗೊಳಿಸಲು ಯತ್ನಿಸುತ್ತಿದ್ದಾರೆ ಎಂದು ಬಿಜೆಪಿ ಆರೋಪಿಸಿದೆ. ಭಾರತದ ಚುನಾವಣೆಗಳಲ್ಲಿ ಹಸ್ತಕ್ಷೇಪ ಮಾಡಲು ವಿದೇಶಿ ಸಂಸ್ಥೆಗಳು ಹಣ ವ್ಯಯಿಸಿವೆ ಎಂಬುದು ಅಮೆರಿಕ ಅಧ್ಯಕ್ಷರ ಹೇಳಿಕೆಯಿಂದ ಬಹಿರಂಗವಾಗಿದೆ. ಕಾಂಗ್ರೆಸ್ ಈ ಬಗ್ಗೆ ಸ್ಪಷ್ಟನೆ ನೀಡಬೇಕು. ದೇಶದ ಸಾರ್ವಭೌಮತ್ವಕ್ಕೆ ಧಕ್ಕೆ ತರುವ ಯಾವುದೇ ಪ್ರಯತ್ನವನ್ನು ಸಹಿಸಲಾಗದು. ಈ ಕುರಿತು ಸಮಗ್ರ ತನಿಖೆ ನಡೆಸಬೇಕು ಎಂದು ಬಿಜೆಪಿ ನಾಯಕರು ಆಗ್ರಹಿಸಿದ್ದಾರೆ. ಈ ಆರೋಪಗಳನ್ನು ಕಾಂಗ್ರೆಸ್ ತಳ್ಳಿಹಾಕಿದೆ. — [330, 1206, 698, 1247]
rashi-name: ಮಿಥುನ — [31, 654, 52, 663]
rashi-name: ಮೇಷ — [31, 548, 48, 557]
rashi-icon: ● — [107, 646, 121, 665]
